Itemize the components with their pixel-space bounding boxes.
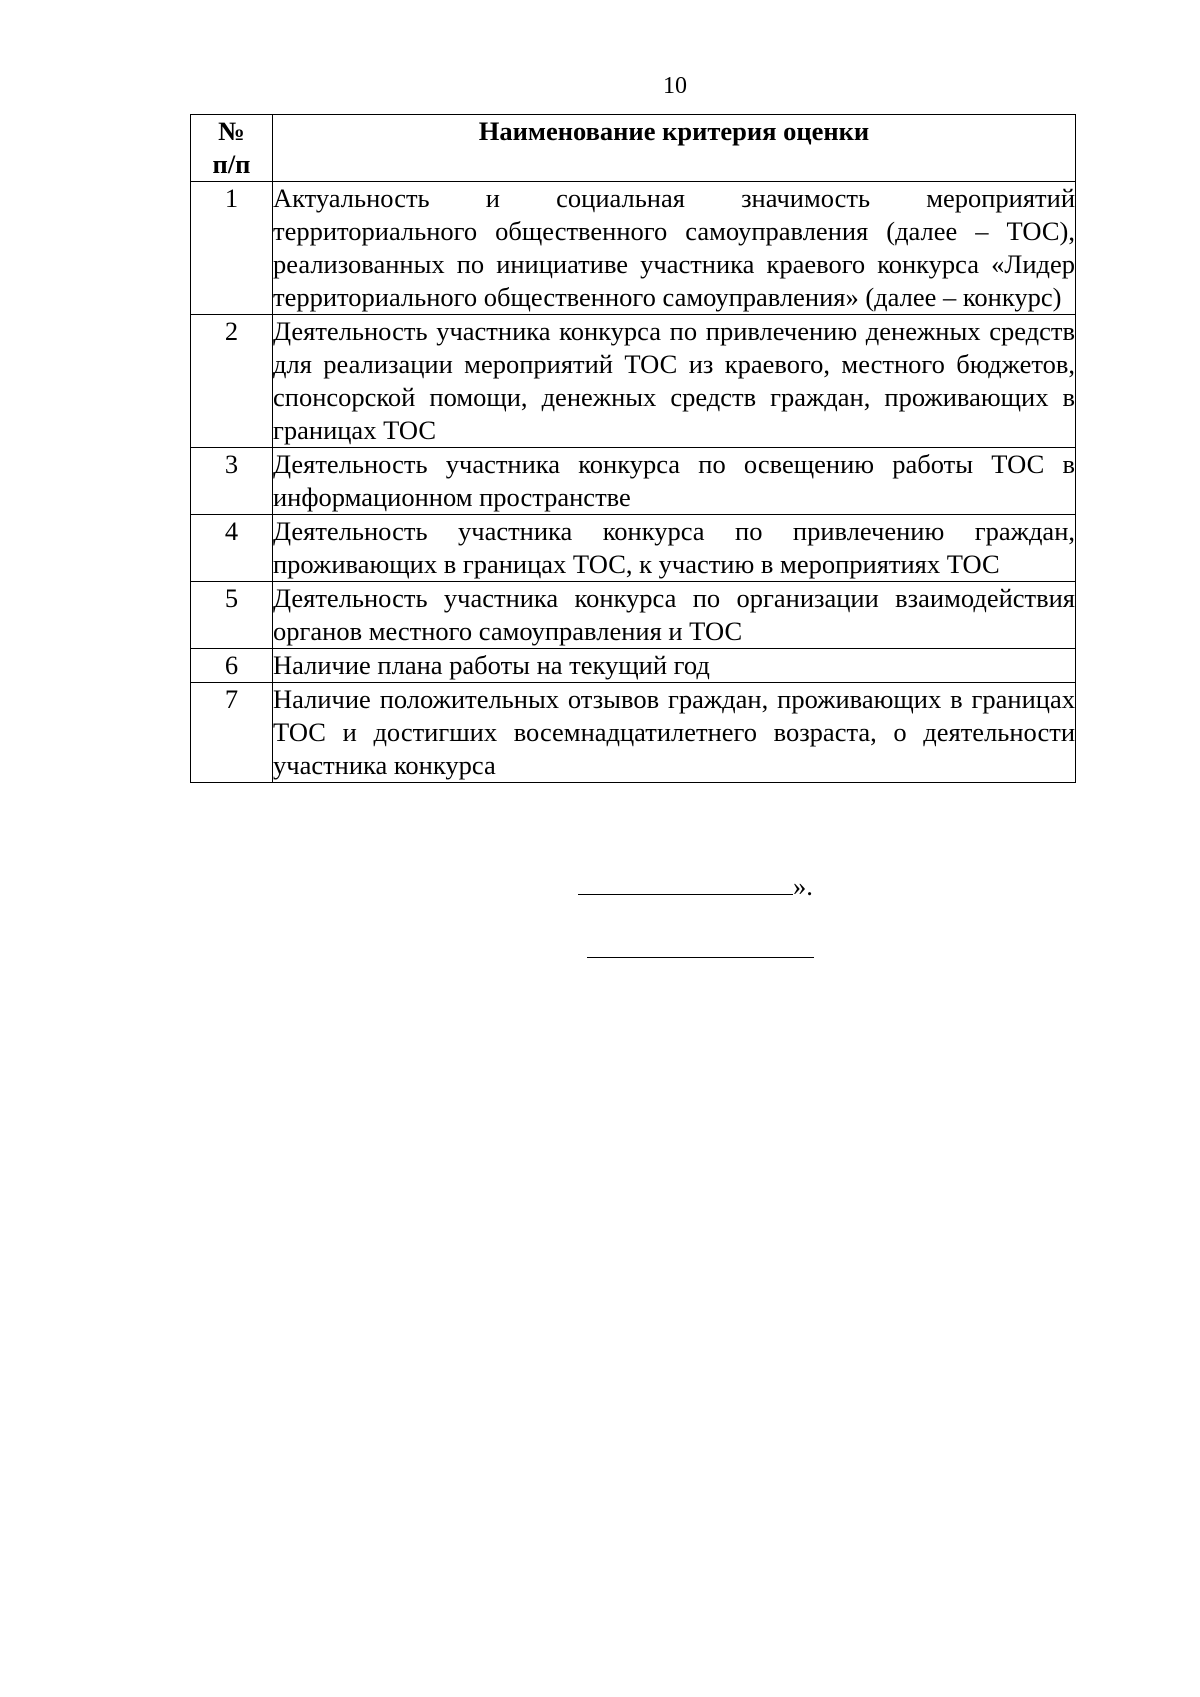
criterion-text: Наличие положительных отзывов граждан, проживающих в границах ТОС и достигших восемнадцатилетнего возраста, о деятельности участника конкурса (273, 683, 1076, 783)
row-number: 1 (191, 182, 273, 315)
number-header-symbol: № (218, 116, 245, 146)
row-number: 2 (191, 315, 273, 448)
row-number: 3 (191, 448, 273, 515)
closing-line (578, 870, 813, 903)
criterion-text: Деятельность участника конкурса по организации взаимодействия органов местного самоуправления и ТОС (273, 582, 1076, 649)
criteria-table (190, 114, 1076, 783)
table-row (191, 182, 1076, 315)
criterion-text: Деятельность участника конкурса по освещению работы ТОС в информационном пространстве (273, 448, 1076, 515)
row-number: 4 (191, 515, 273, 582)
bottom-separator-line (587, 957, 814, 958)
criterion-text: Деятельность участника конкурса по привлечению денежных средств для реализации мероприятий ТОС из краевого, местного бюджетов, спонсорской помощи, денежных средств граждан, проживающих в границах ТОС (273, 315, 1076, 448)
closing-underline (578, 872, 793, 895)
criterion-text: Актуальность и социальная значимость мероприятий территориального общественного самоуправления (далее – ТОС), реализованных по инициативе участника краевого конкурса «Лидер территориального общественного самоуправления» (далее – конкурс) (273, 182, 1076, 315)
table-row (191, 315, 1076, 448)
criterion-text: Деятельность участника конкурса по привлечению граждан, проживающих в границах ТОС, к участию в мероприятиях ТОС (273, 515, 1076, 582)
criterion-name-column-header: Наименование критерия оценки (273, 115, 1076, 182)
table-row (191, 515, 1076, 582)
row-number: 5 (191, 582, 273, 649)
table-row (191, 683, 1076, 783)
table-row (191, 649, 1076, 683)
table-row (191, 448, 1076, 515)
row-number: 6 (191, 649, 273, 683)
table-header-row (191, 115, 1076, 182)
number-header-abbr: п/п (212, 149, 251, 179)
page-number: 10 (663, 73, 687, 99)
table-row (191, 582, 1076, 649)
closing-quote-mark: ». (793, 871, 813, 901)
criterion-text: Наличие плана работы на текущий год (273, 649, 1076, 683)
row-number: 7 (191, 683, 273, 783)
number-column-header (191, 115, 273, 182)
